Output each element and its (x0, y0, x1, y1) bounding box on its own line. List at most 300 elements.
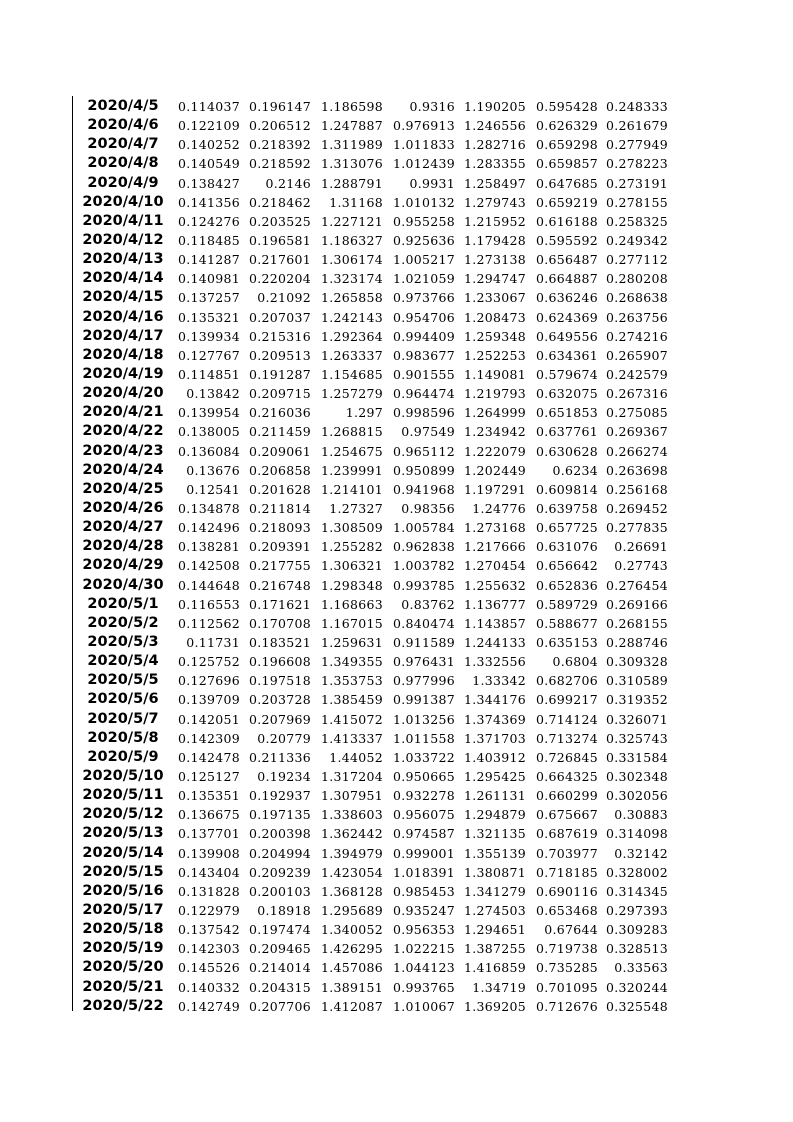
value-cell-1: 0.114037 (177, 99, 240, 115)
value-cell-6: 0.653468 (535, 902, 598, 918)
value-cell-7: 0.331584 (605, 749, 668, 765)
value-cell-2: 0.214014 (248, 960, 311, 976)
value-cell-3: 1.295689 (320, 902, 383, 918)
value-cell-6: 0.616188 (535, 213, 598, 229)
value-cell-1: 0.142496 (177, 520, 240, 536)
value-cell-4: 1.011558 (392, 730, 455, 746)
value-cell-5: 1.416859 (463, 960, 526, 976)
value-cell-1: 0.145526 (177, 960, 240, 976)
value-cell-6: 0.624369 (535, 309, 598, 325)
value-cell-1: 0.139709 (177, 692, 240, 708)
value-cell-2: 0.209239 (248, 864, 311, 880)
value-cell-2: 0.196581 (248, 233, 311, 249)
value-cell-1: 0.139908 (177, 845, 240, 861)
date-cell: 2020/4/24 (82, 461, 164, 478)
table-row (76, 863, 668, 882)
data-table (76, 97, 668, 1016)
value-cell-7: 0.314098 (605, 826, 668, 842)
value-cell-1: 0.140332 (177, 979, 240, 995)
value-cell-5: 1.179428 (463, 233, 526, 249)
table-row (76, 556, 668, 575)
value-cell-5: 1.219793 (463, 386, 526, 402)
value-cell-4: 0.976913 (392, 118, 455, 134)
value-cell-3: 1.362442 (320, 826, 383, 842)
value-cell-6: 0.687619 (535, 826, 598, 842)
value-cell-2: 0.217755 (248, 558, 311, 574)
value-cell-2: 0.192937 (248, 788, 311, 804)
value-cell-7: 0.302056 (605, 788, 668, 804)
value-cell-6: 0.659219 (535, 194, 598, 210)
value-cell-4: 0.98356 (401, 501, 455, 517)
value-cell-6: 0.659298 (535, 137, 598, 153)
value-cell-5: 1.252253 (463, 347, 526, 363)
value-cell-3: 1.44052 (329, 749, 383, 765)
value-cell-3: 1.415072 (320, 711, 383, 727)
value-cell-7: 0.328002 (605, 864, 668, 880)
value-cell-4: 0.994409 (392, 328, 455, 344)
date-cell: 2020/5/18 (82, 921, 164, 938)
value-cell-2: 0.211814 (248, 501, 311, 517)
value-cell-7: 0.278223 (605, 156, 668, 172)
table-row (76, 442, 668, 461)
date-cell: 2020/4/29 (82, 557, 164, 574)
value-cell-5: 1.344176 (463, 692, 526, 708)
value-cell-1: 0.143404 (177, 864, 240, 880)
value-cell-2: 0.211336 (248, 749, 311, 765)
date-cell: 2020/5/7 (87, 710, 159, 727)
value-cell-3: 1.413337 (320, 730, 383, 746)
value-cell-5: 1.24776 (472, 501, 526, 517)
date-cell: 2020/4/12 (82, 232, 164, 249)
value-cell-4: 0.956353 (392, 922, 455, 938)
value-cell-6: 0.712676 (535, 998, 598, 1014)
value-cell-3: 1.353753 (320, 673, 383, 689)
table-row (76, 422, 668, 441)
value-cell-1: 0.125127 (177, 768, 240, 784)
value-cell-6: 0.719738 (535, 941, 598, 957)
value-cell-2: 0.209465 (248, 941, 311, 957)
value-cell-1: 0.12541 (186, 481, 240, 497)
value-cell-2: 0.216748 (248, 577, 311, 593)
value-cell-6: 0.726845 (535, 749, 598, 765)
date-cell: 2020/5/15 (82, 863, 164, 880)
value-cell-3: 1.239991 (320, 462, 383, 478)
value-cell-2: 0.209391 (248, 539, 311, 555)
value-cell-6: 0.634361 (535, 347, 598, 363)
value-cell-4: 0.911589 (392, 635, 455, 650)
value-cell-4: 0.950899 (392, 462, 455, 478)
date-cell: 2020/5/9 (87, 748, 159, 765)
table-row (76, 690, 668, 709)
value-cell-3: 1.323174 (320, 271, 383, 287)
value-cell-1: 0.142309 (177, 730, 240, 746)
table-row (76, 154, 668, 173)
value-cell-4: 0.964474 (392, 386, 455, 402)
value-cell-6: 0.636246 (535, 290, 598, 306)
value-cell-4: 0.999001 (392, 845, 455, 861)
value-cell-5: 1.136777 (463, 596, 526, 612)
value-cell-4: 0.962838 (392, 539, 455, 555)
value-cell-5: 1.274503 (463, 902, 526, 918)
value-cell-1: 0.127696 (177, 673, 240, 689)
left-border-line (72, 96, 73, 1011)
table-row (76, 671, 668, 690)
value-cell-3: 1.268815 (320, 424, 383, 440)
table-row (76, 193, 668, 212)
value-cell-1: 0.137257 (177, 290, 240, 306)
value-cell-6: 0.735285 (535, 960, 598, 976)
value-cell-5: 1.355139 (463, 845, 526, 861)
value-cell-3: 1.317204 (320, 768, 383, 784)
value-cell-7: 0.277835 (605, 520, 668, 536)
value-cell-2: 0.203525 (248, 213, 311, 229)
value-cell-4: 1.013256 (392, 711, 455, 727)
value-cell-1: 0.140981 (177, 271, 240, 287)
value-cell-6: 0.690116 (535, 883, 598, 899)
value-cell-5: 1.270454 (463, 558, 526, 574)
value-cell-6: 0.595428 (535, 99, 598, 115)
date-cell: 2020/5/11 (82, 787, 164, 804)
table-row (76, 729, 668, 748)
date-cell: 2020/5/1 (87, 595, 159, 612)
date-cell: 2020/4/5 (87, 98, 159, 115)
value-cell-5: 1.294879 (463, 807, 526, 823)
value-cell-4: 1.003782 (392, 558, 455, 574)
table-row (76, 901, 668, 920)
value-cell-7: 0.269452 (605, 501, 668, 517)
value-cell-5: 1.34719 (472, 979, 526, 995)
value-cell-4: 0.935247 (392, 902, 455, 918)
value-cell-2: 0.206858 (248, 462, 311, 478)
table-row (76, 920, 668, 939)
value-cell-3: 1.263337 (320, 347, 383, 363)
value-cell-1: 0.13842 (186, 386, 240, 402)
value-cell-3: 1.186598 (320, 99, 383, 115)
value-cell-2: 0.218093 (248, 520, 311, 536)
value-cell-4: 0.9931 (409, 175, 455, 191)
value-cell-4: 0.998596 (392, 405, 455, 421)
value-cell-5: 1.149081 (463, 367, 526, 383)
date-cell: 2020/4/26 (82, 500, 164, 517)
date-cell: 2020/4/15 (82, 289, 164, 306)
value-cell-5: 1.215952 (463, 213, 526, 229)
table-row (76, 365, 668, 384)
value-cell-4: 1.021059 (392, 271, 455, 287)
table-row (76, 633, 668, 652)
value-cell-3: 1.349355 (320, 654, 383, 670)
value-cell-6: 0.656487 (535, 252, 598, 268)
date-cell: 2020/5/3 (87, 634, 159, 650)
date-cell: 2020/5/16 (82, 882, 164, 899)
value-cell-7: 0.263698 (605, 462, 668, 478)
value-cell-6: 0.588677 (535, 615, 598, 631)
value-cell-1: 0.112562 (177, 615, 240, 631)
value-cell-4: 0.993785 (392, 577, 455, 593)
value-cell-2: 0.218462 (248, 194, 311, 210)
value-cell-5: 1.261131 (463, 788, 526, 804)
value-cell-3: 1.306321 (320, 558, 383, 574)
value-cell-3: 1.259631 (320, 635, 383, 650)
table-row (76, 116, 668, 135)
value-cell-2: 0.183521 (248, 635, 311, 650)
value-cell-2: 0.196147 (248, 99, 311, 115)
table-row (76, 346, 668, 365)
value-cell-5: 1.234942 (463, 424, 526, 440)
table-row (76, 231, 668, 250)
value-cell-5: 1.403912 (463, 749, 526, 765)
date-cell: 2020/4/23 (82, 442, 164, 459)
value-cell-7: 0.309328 (605, 654, 668, 670)
value-cell-1: 0.114851 (177, 367, 240, 383)
date-cell: 2020/4/30 (82, 576, 164, 593)
value-cell-1: 0.142478 (177, 749, 240, 765)
table-row (76, 786, 668, 805)
value-cell-5: 1.380871 (463, 864, 526, 880)
table-row (76, 250, 668, 269)
value-cell-7: 0.325743 (605, 730, 668, 746)
value-cell-7: 0.310589 (605, 673, 668, 689)
date-cell: 2020/4/14 (82, 270, 164, 287)
table-row (76, 652, 668, 671)
value-cell-3: 1.255282 (320, 539, 383, 555)
value-cell-2: 0.203728 (248, 692, 311, 708)
value-cell-1: 0.142508 (177, 558, 240, 574)
value-cell-6: 0.701095 (535, 979, 598, 995)
value-cell-5: 1.273168 (463, 520, 526, 536)
value-cell-4: 0.985453 (392, 883, 455, 899)
value-cell-5: 1.208473 (463, 309, 526, 325)
value-cell-5: 1.197291 (463, 481, 526, 497)
value-cell-7: 0.248333 (605, 99, 668, 115)
value-cell-3: 1.389151 (320, 979, 383, 995)
date-cell: 2020/5/10 (82, 767, 164, 784)
value-cell-1: 0.139954 (177, 405, 240, 421)
value-cell-2: 0.200398 (248, 826, 311, 842)
value-cell-5: 1.217666 (463, 539, 526, 555)
value-cell-5: 1.222079 (463, 443, 526, 459)
value-cell-6: 0.675667 (535, 807, 598, 823)
value-cell-1: 0.131828 (177, 883, 240, 899)
value-cell-1: 0.141287 (177, 252, 240, 268)
value-cell-7: 0.297393 (605, 902, 668, 918)
date-cell: 2020/4/25 (82, 480, 164, 497)
value-cell-1: 0.138005 (177, 424, 240, 440)
value-cell-3: 1.227121 (320, 213, 383, 229)
value-cell-4: 0.954706 (392, 309, 455, 325)
date-cell: 2020/4/17 (82, 327, 164, 344)
value-cell-5: 1.282716 (463, 137, 526, 153)
value-cell-2: 0.206512 (248, 118, 311, 134)
value-cell-3: 1.31168 (329, 194, 383, 210)
value-cell-7: 0.302348 (605, 768, 668, 784)
data-table-body (76, 97, 668, 1016)
date-cell: 2020/5/22 (82, 997, 164, 1014)
value-cell-5: 1.190205 (463, 99, 526, 115)
value-cell-7: 0.275085 (605, 405, 668, 421)
value-cell-4: 0.965112 (392, 443, 455, 459)
table-row (76, 174, 668, 193)
value-cell-3: 1.297 (345, 405, 383, 421)
value-cell-2: 0.197135 (248, 807, 311, 823)
table-row (76, 939, 668, 958)
value-cell-5: 1.295425 (463, 768, 526, 784)
value-cell-7: 0.277949 (605, 137, 668, 153)
value-cell-6: 0.718185 (535, 864, 598, 880)
value-cell-5: 1.143857 (463, 615, 526, 631)
value-cell-3: 1.423054 (320, 864, 383, 880)
value-cell-6: 0.703977 (535, 845, 598, 861)
value-cell-1: 0.141356 (177, 194, 240, 210)
value-cell-6: 0.713274 (535, 730, 598, 746)
value-cell-2: 0.197518 (248, 673, 311, 689)
value-cell-7: 0.258325 (605, 213, 668, 229)
value-cell-2: 0.191287 (248, 367, 311, 383)
value-cell-7: 0.274216 (605, 328, 668, 344)
value-cell-3: 1.457086 (320, 960, 383, 976)
date-cell: 2020/5/6 (87, 691, 159, 708)
date-cell: 2020/4/18 (82, 346, 164, 363)
value-cell-4: 0.950665 (392, 768, 455, 784)
value-cell-1: 0.11731 (186, 635, 240, 650)
table-row (76, 135, 668, 154)
value-cell-3: 1.214101 (320, 481, 383, 497)
value-cell-2: 0.18918 (257, 902, 311, 918)
value-cell-5: 1.255632 (463, 577, 526, 593)
value-cell-2: 0.200103 (248, 883, 311, 899)
value-cell-5: 1.246556 (463, 118, 526, 134)
value-cell-2: 0.215316 (248, 328, 311, 344)
value-cell-7: 0.32142 (614, 845, 668, 861)
value-cell-5: 1.258497 (463, 175, 526, 191)
value-cell-7: 0.325548 (605, 998, 668, 1014)
value-cell-3: 1.298348 (320, 577, 383, 593)
value-cell-4: 0.977996 (392, 673, 455, 689)
value-cell-4: 0.97549 (401, 424, 455, 440)
value-cell-4: 1.044123 (392, 960, 455, 976)
date-cell: 2020/4/16 (82, 308, 164, 325)
date-cell: 2020/5/14 (82, 844, 164, 861)
value-cell-2: 0.218592 (248, 156, 311, 172)
value-cell-2: 0.209715 (248, 386, 311, 402)
value-cell-5: 1.341279 (463, 883, 526, 899)
value-cell-6: 0.714124 (535, 711, 598, 727)
value-cell-5: 1.294747 (463, 271, 526, 287)
value-cell-4: 0.983677 (392, 347, 455, 363)
value-cell-6: 0.664887 (535, 271, 598, 287)
table-row (76, 480, 668, 499)
value-cell-1: 0.137542 (177, 922, 240, 938)
value-cell-6: 0.639758 (535, 501, 598, 517)
table-row (76, 595, 668, 614)
value-cell-3: 1.368128 (320, 883, 383, 899)
value-cell-6: 0.699217 (535, 692, 598, 708)
value-cell-3: 1.247887 (320, 118, 383, 134)
value-cell-7: 0.280208 (605, 271, 668, 287)
date-cell: 2020/4/21 (82, 404, 164, 421)
table-row (76, 576, 668, 595)
value-cell-6: 0.6234 (552, 462, 598, 478)
value-cell-3: 1.168663 (320, 596, 383, 612)
value-cell-2: 0.207969 (248, 711, 311, 727)
value-cell-7: 0.269367 (605, 424, 668, 440)
table-row (76, 327, 668, 346)
table-row (76, 958, 668, 977)
value-cell-6: 0.659857 (535, 156, 598, 172)
value-cell-2: 0.209061 (248, 443, 311, 459)
date-cell: 2020/4/9 (87, 174, 159, 191)
table-row (76, 977, 668, 996)
value-cell-2: 0.201628 (248, 481, 311, 497)
table-row (76, 288, 668, 307)
value-cell-5: 1.294651 (463, 922, 526, 938)
value-cell-6: 0.609814 (535, 481, 598, 497)
value-cell-7: 0.276454 (605, 577, 668, 593)
value-cell-3: 1.311989 (320, 137, 383, 153)
value-cell-1: 0.138281 (177, 539, 240, 555)
value-cell-5: 1.264999 (463, 405, 526, 421)
value-cell-6: 0.656642 (535, 558, 598, 574)
value-cell-6: 0.651853 (535, 405, 598, 421)
value-cell-3: 1.265858 (320, 290, 383, 306)
date-cell: 2020/4/22 (82, 423, 164, 440)
table-row (76, 824, 668, 843)
date-cell: 2020/5/2 (87, 614, 159, 631)
value-cell-7: 0.277112 (605, 252, 668, 268)
value-cell-6: 0.649556 (535, 328, 598, 344)
table-row (76, 518, 668, 537)
value-cell-4: 0.973766 (392, 290, 455, 306)
value-cell-6: 0.579674 (535, 367, 598, 383)
value-cell-2: 0.2146 (265, 175, 311, 191)
value-cell-7: 0.269166 (605, 596, 668, 612)
value-cell-5: 1.259348 (463, 328, 526, 344)
value-cell-5: 1.374369 (463, 711, 526, 727)
value-cell-1: 0.118485 (177, 233, 240, 249)
value-cell-4: 0.9316 (409, 99, 455, 115)
value-cell-2: 0.196608 (248, 654, 311, 670)
table-row (76, 212, 668, 231)
value-cell-1: 0.137701 (177, 826, 240, 842)
value-cell-7: 0.320244 (605, 979, 668, 995)
value-cell-6: 0.682706 (535, 673, 598, 689)
value-cell-6: 0.657725 (535, 520, 598, 536)
value-cell-6: 0.660299 (535, 788, 598, 804)
value-cell-6: 0.630628 (535, 443, 598, 459)
value-cell-4: 1.011833 (392, 137, 455, 153)
value-cell-1: 0.122109 (177, 118, 240, 134)
value-cell-4: 0.955258 (392, 213, 455, 229)
value-cell-7: 0.314345 (605, 883, 668, 899)
value-cell-1: 0.139934 (177, 328, 240, 344)
value-cell-1: 0.142749 (177, 998, 240, 1014)
date-cell: 2020/4/8 (87, 155, 159, 172)
value-cell-3: 1.426295 (320, 941, 383, 957)
value-cell-6: 0.664325 (535, 768, 598, 784)
value-cell-7: 0.26691 (614, 539, 668, 555)
value-cell-4: 0.932278 (392, 788, 455, 804)
value-cell-2: 0.19234 (257, 768, 311, 784)
value-cell-3: 1.338603 (320, 807, 383, 823)
value-cell-7: 0.309283 (605, 922, 668, 938)
value-cell-2: 0.197474 (248, 922, 311, 938)
value-cell-3: 1.340052 (320, 922, 383, 938)
date-cell: 2020/4/19 (82, 366, 164, 383)
value-cell-2: 0.20779 (257, 730, 311, 746)
value-cell-3: 1.167015 (320, 615, 383, 631)
value-cell-5: 1.371703 (463, 730, 526, 746)
value-cell-3: 1.257279 (320, 386, 383, 402)
value-cell-2: 0.218392 (248, 137, 311, 153)
